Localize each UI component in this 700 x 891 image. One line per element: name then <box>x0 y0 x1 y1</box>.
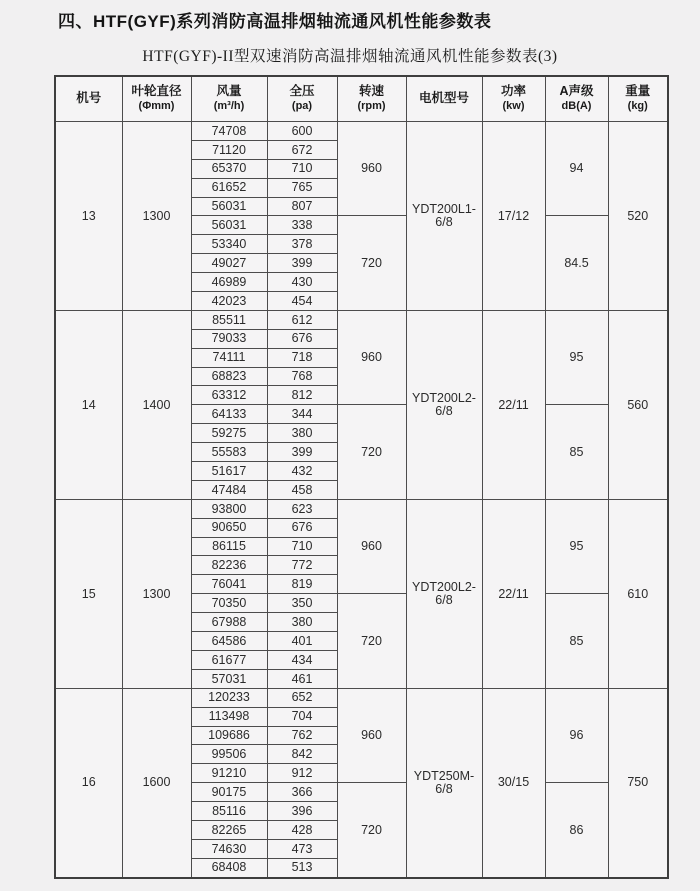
col-header-noise-level <box>545 76 608 122</box>
cell-total-pressure: 378 <box>267 235 337 254</box>
cell-air-volume: 82236 <box>191 556 267 575</box>
header-label: 风量 <box>216 84 242 99</box>
cell-air-volume: 68823 <box>191 367 267 386</box>
cell-air-volume: 85511 <box>191 310 267 329</box>
table-header-row <box>55 76 668 122</box>
cell-air-volume: 71120 <box>191 140 267 159</box>
cell-noise-level: 95 <box>545 499 608 593</box>
cell-total-pressure: 401 <box>267 632 337 651</box>
cell-air-volume: 53340 <box>191 235 267 254</box>
header-label: 全压 <box>289 84 315 99</box>
cell-total-pressure: 461 <box>267 669 337 688</box>
cell-model-no: 16 <box>55 688 122 877</box>
cell-weight: 520 <box>608 122 668 311</box>
cell-air-volume: 68408 <box>191 858 267 877</box>
cell-weight: 610 <box>608 499 668 688</box>
header-unit: (pa) <box>291 99 313 112</box>
cell-total-pressure: 710 <box>267 537 337 556</box>
col-header-model-no <box>55 76 122 122</box>
cell-impeller-diameter: 1400 <box>122 310 191 499</box>
cell-air-volume: 90175 <box>191 783 267 802</box>
cell-total-pressure: 473 <box>267 839 337 858</box>
cell-air-volume: 93800 <box>191 499 267 518</box>
header-unit: (m³/h) <box>213 99 245 112</box>
header-label: 重量 <box>625 84 651 99</box>
cell-total-pressure: 513 <box>267 858 337 877</box>
cell-air-volume: 113498 <box>191 707 267 726</box>
cell-total-pressure: 710 <box>267 159 337 178</box>
cell-air-volume: 64133 <box>191 405 267 424</box>
header-unit: (rpm) <box>357 99 386 112</box>
cell-total-pressure: 768 <box>267 367 337 386</box>
col-header-weight <box>608 76 668 122</box>
cell-air-volume: 120233 <box>191 688 267 707</box>
cell-total-pressure: 454 <box>267 292 337 311</box>
cell-total-pressure: 676 <box>267 518 337 537</box>
cell-noise-level: 85 <box>545 594 608 688</box>
cell-power: 30/15 <box>482 688 545 877</box>
header-label: 转速 <box>358 84 384 99</box>
cell-power: 17/12 <box>482 122 545 311</box>
col-header-speed <box>337 76 406 122</box>
cell-total-pressure: 344 <box>267 405 337 424</box>
header-unit: (Φmm) <box>138 99 175 112</box>
cell-weight: 560 <box>608 310 668 499</box>
performance-table <box>54 75 669 879</box>
table-body <box>55 122 668 878</box>
cell-total-pressure: 672 <box>267 140 337 159</box>
cell-noise-level: 84.5 <box>545 216 608 310</box>
table-subtitle: HTF(GYF)-II型双速消防高温排烟轴流通风机性能参数表(3) <box>142 48 558 65</box>
table-row <box>55 310 668 329</box>
cell-impeller-diameter: 1300 <box>122 122 191 311</box>
cell-total-pressure: 842 <box>267 745 337 764</box>
cell-total-pressure: 623 <box>267 499 337 518</box>
cell-speed: 960 <box>337 122 406 216</box>
cell-air-volume: 56031 <box>191 216 267 235</box>
cell-total-pressure: 350 <box>267 594 337 613</box>
cell-total-pressure: 704 <box>267 707 337 726</box>
cell-noise-level: 95 <box>545 310 608 404</box>
cell-model-no: 15 <box>55 499 122 688</box>
cell-air-volume: 70350 <box>191 594 267 613</box>
cell-air-volume: 64586 <box>191 632 267 651</box>
cell-total-pressure: 428 <box>267 820 337 839</box>
cell-air-volume: 85116 <box>191 802 267 821</box>
header-unit: (kw) <box>502 99 525 112</box>
cell-air-volume: 55583 <box>191 443 267 462</box>
cell-air-volume: 61677 <box>191 650 267 669</box>
cell-speed: 960 <box>337 499 406 593</box>
cell-air-volume: 42023 <box>191 292 267 311</box>
col-header-impeller-diameter <box>122 76 191 122</box>
cell-speed: 960 <box>337 688 406 782</box>
cell-total-pressure: 399 <box>267 254 337 273</box>
cell-air-volume: 51617 <box>191 462 267 481</box>
cell-air-volume: 59275 <box>191 424 267 443</box>
cell-air-volume: 109686 <box>191 726 267 745</box>
cell-power: 22/11 <box>482 310 545 499</box>
table-row <box>55 688 668 707</box>
cell-power: 22/11 <box>482 499 545 688</box>
cell-air-volume: 74630 <box>191 839 267 858</box>
cell-air-volume: 90650 <box>191 518 267 537</box>
cell-model-no: 14 <box>55 310 122 499</box>
cell-total-pressure: 380 <box>267 424 337 443</box>
cell-motor-model: YDT200L1-6/8 <box>406 122 482 311</box>
cell-total-pressure: 718 <box>267 348 337 367</box>
cell-air-volume: 79033 <box>191 329 267 348</box>
cell-air-volume: 46989 <box>191 273 267 292</box>
col-header-motor-model <box>406 76 482 122</box>
col-header-power <box>482 76 545 122</box>
col-header-air-volume <box>191 76 267 122</box>
cell-air-volume: 63312 <box>191 386 267 405</box>
header-unit: dB(A) <box>561 99 592 112</box>
header-label: 叶轮直径 <box>131 84 182 99</box>
cell-air-volume: 61652 <box>191 178 267 197</box>
cell-speed: 720 <box>337 594 406 688</box>
cell-weight: 750 <box>608 688 668 877</box>
cell-noise-level: 85 <box>545 405 608 499</box>
cell-total-pressure: 380 <box>267 613 337 632</box>
cell-impeller-diameter: 1300 <box>122 499 191 688</box>
cell-air-volume: 82265 <box>191 820 267 839</box>
cell-air-volume: 56031 <box>191 197 267 216</box>
cell-air-volume: 47484 <box>191 480 267 499</box>
cell-total-pressure: 676 <box>267 329 337 348</box>
cell-total-pressure: 338 <box>267 216 337 235</box>
cell-motor-model: YDT200L2-6/8 <box>406 310 482 499</box>
cell-noise-level: 96 <box>545 688 608 782</box>
col-header-total-pressure <box>267 76 337 122</box>
cell-total-pressure: 366 <box>267 783 337 802</box>
header-unit: (kg) <box>627 99 648 112</box>
cell-air-volume: 65370 <box>191 159 267 178</box>
cell-total-pressure: 432 <box>267 462 337 481</box>
cell-total-pressure: 399 <box>267 443 337 462</box>
cell-motor-model: YDT200L2-6/8 <box>406 499 482 688</box>
cell-total-pressure: 434 <box>267 650 337 669</box>
cell-air-volume: 74708 <box>191 122 267 141</box>
header-label: A声级 <box>559 84 594 99</box>
cell-noise-level: 86 <box>545 783 608 878</box>
cell-air-volume: 74111 <box>191 348 267 367</box>
cell-speed: 720 <box>337 783 406 878</box>
cell-total-pressure: 765 <box>267 178 337 197</box>
cell-total-pressure: 812 <box>267 386 337 405</box>
cell-air-volume: 86115 <box>191 537 267 556</box>
header-label: 功率 <box>500 84 526 99</box>
cell-air-volume: 91210 <box>191 764 267 783</box>
header-label: 电机型号 <box>418 91 469 106</box>
cell-noise-level: 94 <box>545 122 608 216</box>
cell-speed: 720 <box>337 216 406 310</box>
cell-speed: 960 <box>337 310 406 404</box>
cell-motor-model: YDT250M-6/8 <box>406 688 482 877</box>
cell-total-pressure: 772 <box>267 556 337 575</box>
cell-total-pressure: 762 <box>267 726 337 745</box>
page-title: 四、HTF(GYF)系列消防高温排烟轴流通风机性能参数表 <box>58 12 492 31</box>
cell-total-pressure: 612 <box>267 310 337 329</box>
cell-total-pressure: 396 <box>267 802 337 821</box>
table-row <box>55 499 668 518</box>
cell-total-pressure: 819 <box>267 575 337 594</box>
cell-model-no: 13 <box>55 122 122 311</box>
cell-total-pressure: 807 <box>267 197 337 216</box>
header-label: 机号 <box>76 91 102 106</box>
cell-total-pressure: 430 <box>267 273 337 292</box>
cell-total-pressure: 652 <box>267 688 337 707</box>
table-row <box>55 122 668 141</box>
cell-air-volume: 67988 <box>191 613 267 632</box>
cell-air-volume: 49027 <box>191 254 267 273</box>
cell-air-volume: 57031 <box>191 669 267 688</box>
cell-total-pressure: 912 <box>267 764 337 783</box>
cell-impeller-diameter: 1600 <box>122 688 191 877</box>
cell-speed: 720 <box>337 405 406 499</box>
cell-total-pressure: 600 <box>267 122 337 141</box>
cell-air-volume: 99506 <box>191 745 267 764</box>
cell-total-pressure: 458 <box>267 480 337 499</box>
cell-air-volume: 76041 <box>191 575 267 594</box>
